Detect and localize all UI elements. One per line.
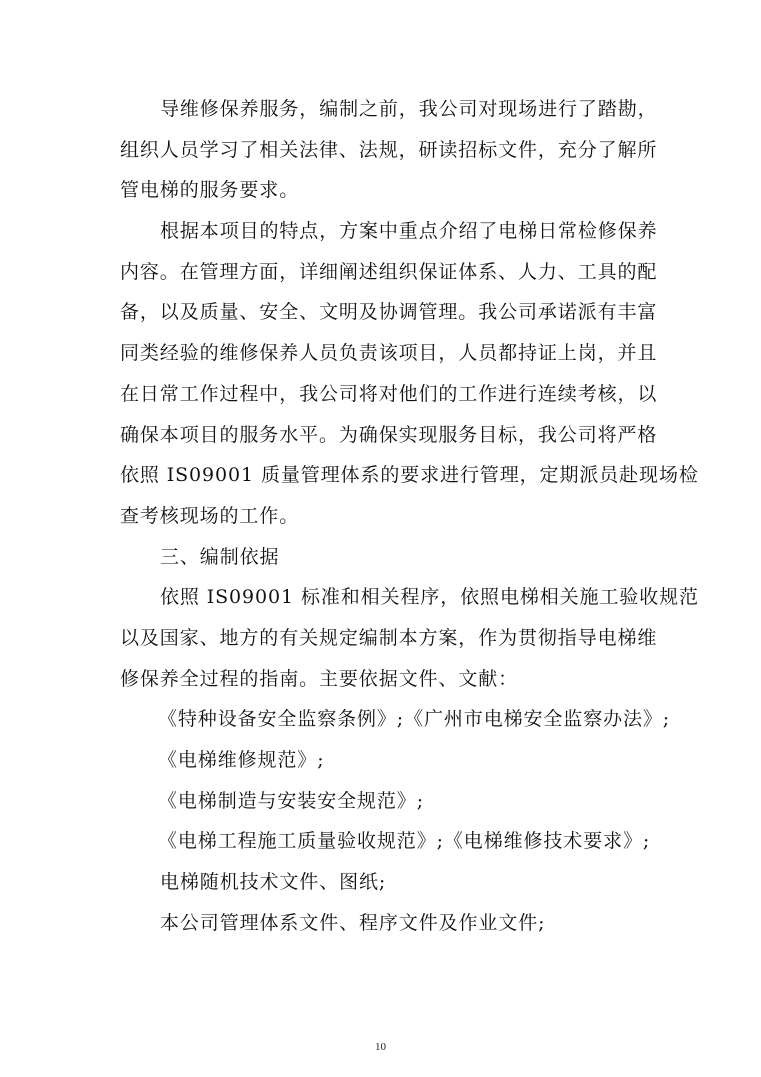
reference-item: 本公司管理体系文件、程序文件及作业文件; xyxy=(160,911,546,934)
paragraph-line: 管电梯的服务要求。 xyxy=(120,179,300,202)
paragraph-line: 导维修保养服务，编制之前，我公司对现场进行了踏勘， xyxy=(160,98,658,120)
paragraph-line: 查考核现场的工作。 xyxy=(120,504,300,527)
reference-item: 《电梯工程施工质量验收规范》;《电梯维修技术要求》; xyxy=(158,830,651,853)
reference-item: 《电梯制造与安装安全规范》; xyxy=(158,789,425,812)
page-number: 10 xyxy=(375,1041,386,1053)
paragraph-line: 同类经验的维修保养人员负责该项目，人员都持证上岗，并且 xyxy=(120,342,658,365)
paragraph-line: 内容。在管理方面，详细阐述组织保证体系、人力、工具的配 xyxy=(120,260,658,283)
paragraph-line: 修保养全过程的指南。主要依据文件、文献： xyxy=(120,667,519,690)
paragraph-line: 组织人员学习了相关法律、法规，研读招标文件，充分了解所 xyxy=(120,138,658,161)
paragraph-line: 依照 IS09001 质量管理体系的要求进行管理，定期派员赴现场检 xyxy=(120,464,699,487)
paragraph-line: 以及国家、地方的有关规定编制本方案，作为贯彻指导电梯维 xyxy=(120,626,658,649)
paragraph-line: 在日常工作过程中，我公司将对他们的工作进行连续考核，以 xyxy=(120,382,658,405)
reference-item: 电梯随机技术文件、图纸; xyxy=(160,871,387,894)
paragraph-line: 备，以及质量、安全、文明及协调管理。我公司承诺派有丰富 xyxy=(120,301,658,324)
paragraph-line: 确保本项目的服务水平。为确保实现服务目标，我公司将严格 xyxy=(120,423,658,446)
section-heading: 三、编制依据 xyxy=(160,545,280,568)
paragraph-line: 根据本项目的特点，方案中重点介绍了电梯日常检修保养 xyxy=(160,220,658,243)
document-body xyxy=(120,94,699,948)
paragraph-line: 依照 IS09001 标准和相关程序，依照电梯相关施工验收规范 xyxy=(160,586,699,609)
reference-item: 《特种设备安全监察条例》;《广州市电梯安全监察办法》; xyxy=(158,708,671,731)
reference-item: 《电梯维修规范》; xyxy=(158,749,325,771)
